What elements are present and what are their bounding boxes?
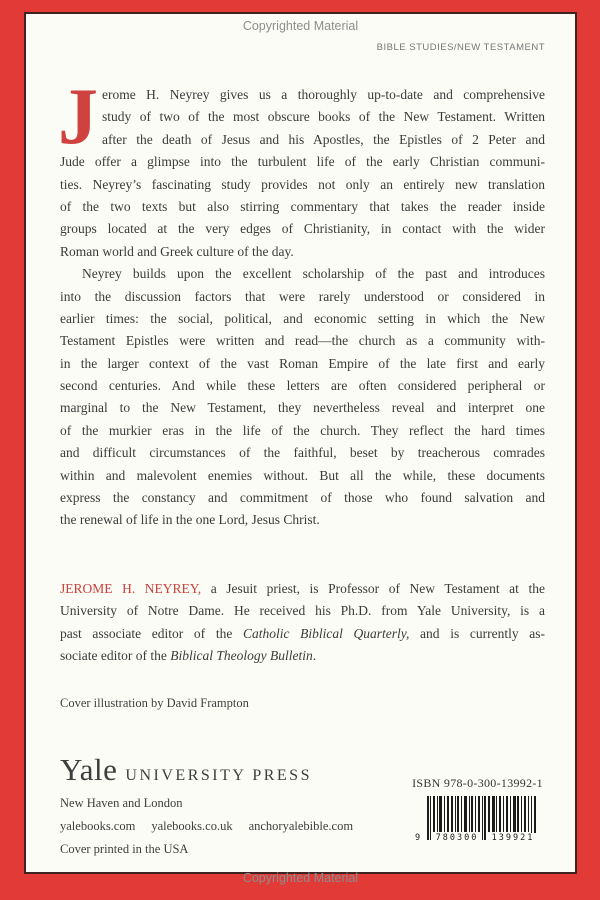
publisher-websites bbox=[60, 819, 369, 834]
isbn-block bbox=[403, 776, 543, 844]
text-line: after the death of Jesus and his Apostles, the Epistles of 2 Peter and bbox=[102, 131, 545, 147]
text-line: University of Notre Dame. He received his Ph.D. from Yale University, is a bbox=[60, 603, 545, 619]
barcode-digit-lead: 9 bbox=[415, 833, 421, 843]
text-line: express the constancy and commitment of those who found salvation and bbox=[60, 490, 545, 506]
text-line: Neyrey builds upon the excellent scholarship of the past and introduces bbox=[82, 266, 545, 282]
text-line: study of two of the most obscure books of the New Testament. Written bbox=[102, 109, 545, 125]
copyright-notice-top: Copyrighted Material bbox=[242, 19, 359, 33]
text-line: JEROME H. NEYREY, a Jesuit priest, is Professor of New Testament at the bbox=[60, 581, 545, 596]
text-line: marginal to the New Testament, they nevertheless reveal and interpret one bbox=[60, 400, 545, 416]
text-line: of the two texts but also stirring commentary that takes the reader inside bbox=[60, 198, 545, 214]
description-paragraph-1 bbox=[58, 73, 545, 263]
author-bio bbox=[60, 578, 545, 668]
text-line: of the murkier eras in the life of the church. They reflect the hard times bbox=[60, 422, 545, 438]
copyright-notice-bottom: Copyrighted Material bbox=[242, 871, 359, 885]
cover-page bbox=[24, 12, 577, 885]
text-line: ties. Neyrey’s fascinating study provides not only an entirely new translation bbox=[60, 176, 545, 192]
text-line: second centuries. And while these letters are often considered peripheral or bbox=[60, 378, 545, 394]
text-line: sociate editor of the Biblical Theology Bulletin. bbox=[60, 648, 317, 664]
text-line: past associate editor of the Catholic Biblical Quarterly, and is currently as- bbox=[60, 625, 545, 641]
text-line: Testament Epistles were written and read—the church as a community with- bbox=[60, 333, 545, 349]
barcode-digits-group2: 139921 bbox=[488, 833, 538, 844]
publisher-location: New Haven and London bbox=[60, 796, 183, 810]
text-line: earlier times: the social, political, and economic setting in which the New bbox=[60, 310, 545, 326]
website-anchoryalebible: anchoryalebible.com bbox=[248, 819, 354, 833]
description-paragraph-2 bbox=[60, 263, 545, 532]
publisher-block bbox=[60, 752, 369, 857]
publisher-logo bbox=[60, 752, 369, 786]
website-yalebooks-couk: yalebooks.co.uk bbox=[151, 819, 233, 833]
text-line: within and malevolent enemies without. But all the while, these documents bbox=[60, 467, 545, 483]
barcode-digits-group1: 780300 bbox=[432, 833, 482, 844]
text-line: into the discussion factors that were rarely understood or considered in bbox=[60, 288, 545, 304]
text-line: in the larger context of the vast Roman Empire of the late first and early bbox=[60, 355, 545, 371]
publisher-logo-university-press: UNIVERSITY PRESS bbox=[125, 767, 312, 784]
dropcap-letter: J bbox=[58, 73, 98, 161]
text-line: Jude offer a glimpse into the turbulent life of the early Christian communi- bbox=[60, 154, 545, 170]
isbn-number: ISBN 978-0-300-13992-1 bbox=[412, 776, 543, 790]
barcode bbox=[415, 796, 543, 844]
cover-illustration-credit: Cover illustration by David Frampton bbox=[60, 696, 249, 710]
text-line: the renewal of life in the one Lord, Jesus Christ. bbox=[60, 512, 320, 528]
category-label: BIBLE STUDIES/NEW TESTAMENT bbox=[376, 42, 545, 53]
text-line: erome H. Neyrey gives us a thoroughly up-to-date and comprehensive bbox=[102, 87, 545, 102]
text-line: and difficult circumstances of the faithful, beset by treacherous comrades bbox=[60, 445, 545, 461]
text-line: groups located at the very edges of Christianity, in contact with the wider bbox=[60, 221, 545, 237]
description-text bbox=[58, 73, 545, 532]
website-yalebooks-com: yalebooks.com bbox=[60, 819, 136, 833]
text-line: Roman world and Greek culture of the day. bbox=[60, 243, 294, 259]
publisher-logo-yale: Yale bbox=[60, 752, 118, 787]
printed-in-usa-note: Cover printed in the USA bbox=[60, 842, 189, 856]
